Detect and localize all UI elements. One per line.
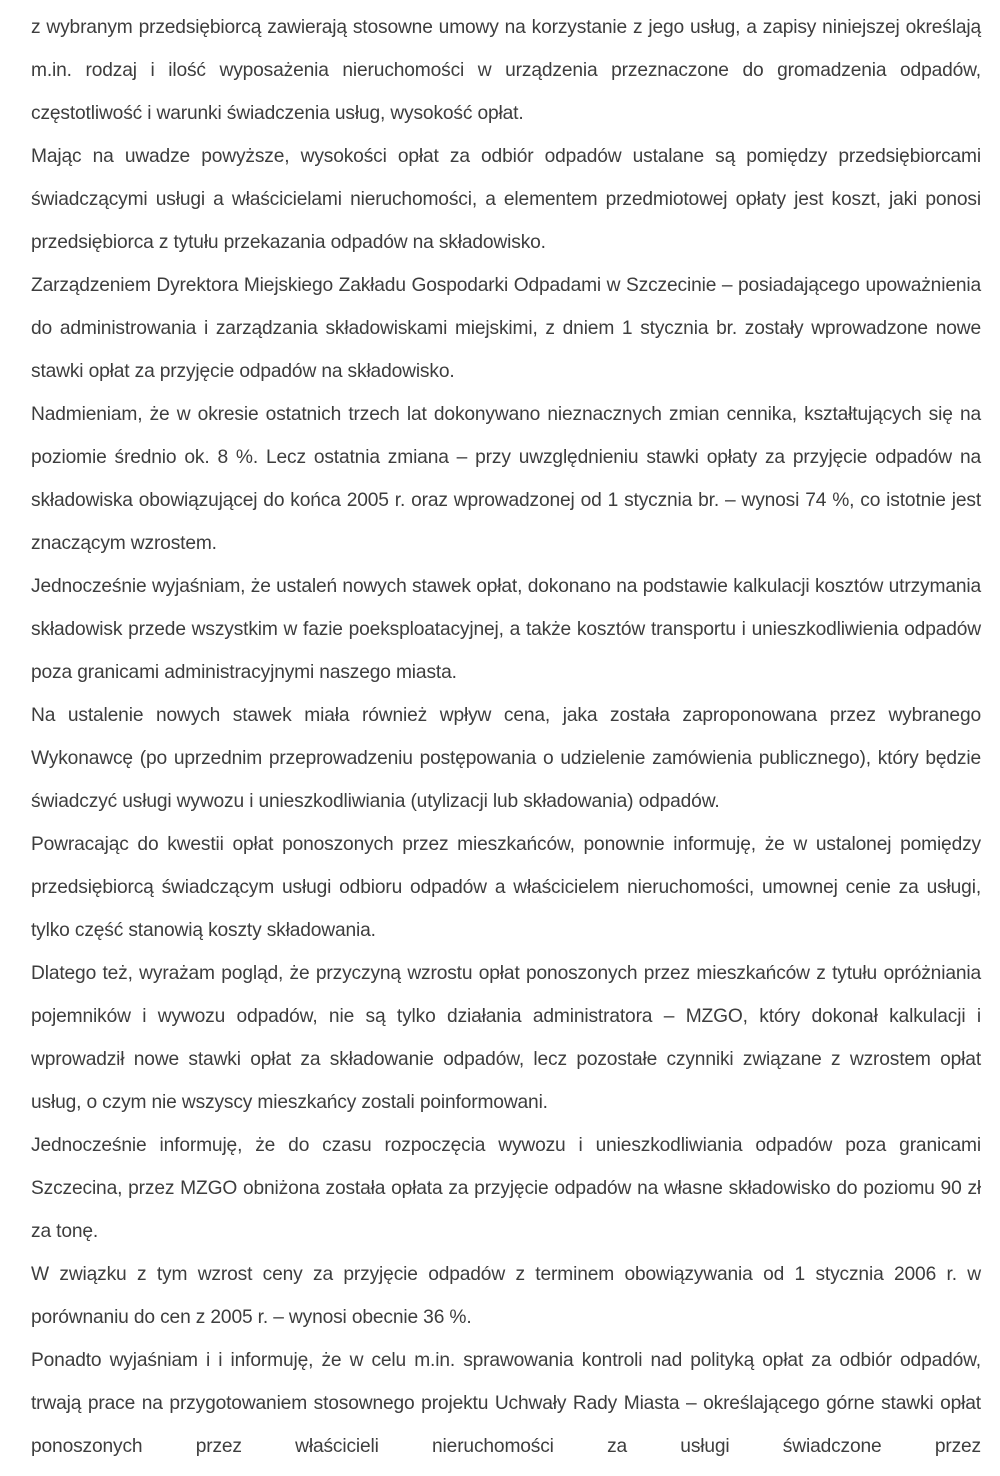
paragraph-director-order: Zarządzeniem Dyrektora Miejskiego Zakładu Gospodarki Odpadami w Szczecinie – posiadającego upoważnienia do administrowania i zarządzania składowiskami miejskimi, z dniem 1 stycznia br. zostały wprowadzone nowe stawki opłat za przyjęcie odpadów na składowisko.	[31, 275, 981, 382]
paragraph-contractor-price: Na ustalenie nowych stawek miała również wpływ cena, jaka została zaproponowana przez wybranego Wykonawcę (po uprzednim przeprowadzeniu postępowania o udzielenie zamówienia publicznego), który będzie świadczyć usługi wywozu i unieszkodliwiania (utylizacji lub składowania) odpadów.	[31, 705, 981, 812]
paragraph-cost-calculation: Jednocześnie wyjaśniam, że ustaleń nowych stawek opłat, dokonano na podstawie kalkulacji kosztów utrzymania składowisk przede wszystkim w fazie poeksploatacyjnej, a także kosztów transportu i unieszkodliwienia odpadów poza granicami administracyjnymi naszego miasta.	[31, 576, 981, 683]
document-page	[31, 6, 981, 1468]
paragraph-reasons-increase: Dlatego też, wyrażam pogląd, że przyczyną wzrostu opłat ponoszonych przez mieszkańców z tytułu opróżniania pojemników i wywozu odpadów, nie są tylko działania administratora – MZGO, który dokonał kalkulacji i wprowadził nowe stawki opłat za składowanie odpadów, lecz pozostałe czynniki związane z wzrostem opłat usług, o czym nie wszyscy mieszkańcy zostali poinformowani.	[31, 963, 981, 1113]
paragraph-reduced-fee: Jednocześnie informuję, że do czasu rozpoczęcia wywozu i unieszkodliwiania odpadów poza granicami Szczecina, przez MZGO obniżona została opłata za przyjęcie odpadów na własne składowisko do poziomu 90 zł za tonę.	[31, 1135, 981, 1242]
paragraph-resident-fees: Powracając do kwestii opłat ponoszonych przez mieszkańców, ponownie informuję, że w ustalonej pomiędzy przedsiębiorcą świadczącym usługi odbioru odpadów a właścicielem nieruchomości, umownej cenie za usługi, tylko część stanowią koszty składowania.	[31, 834, 981, 941]
paragraph-fees-determination: Mając na uwadze powyższe, wysokości opłat za odbiór odpadów ustalane są pomiędzy przedsiębiorcami świadczącymi usługi a właścicielami nieruchomości, a elementem przedmiotowej opłaty jest koszt, jaki ponosi przedsiębiorca z tytułu przekazania odpadów na składowisko.	[31, 146, 981, 253]
paragraph-contracts: z wybranym przedsiębiorcą zawierają stosowne umowy na korzystanie z jego usług, a zapisy niniejszej określają m.in. rodzaj i ilość wyposażenia nieruchomości w urządzenia przeznaczone do gromadzenia odpadów, częstotliwość i warunki świadczenia usług, wysokość opłat.	[31, 17, 981, 124]
paragraph-price-increase: W związku z tym wzrost ceny za przyjęcie odpadów z terminem obowiązywania od 1 stycznia 2006 r. w porównaniu do cen z 2005 r. – wynosi obecnie 36 %.	[31, 1264, 981, 1328]
paragraph-city-resolution: Ponadto wyjaśniam i i informuję, że w celu m.in. sprawowania kontroli nad polityką opłat za odbiór odpadów, trwają prace na przygotowaniem stosownego projektu Uchwały Rady Miasta – określającego górne stawki opłat ponoszonych przez właścicieli nieruchomości za usługi świadczone przez	[31, 1350, 981, 1457]
paragraph-price-changes: Nadmieniam, że w okresie ostatnich trzech lat dokonywano nieznacznych zmian cennika, kształtujących się na poziomie średnio ok. 8 %. Lecz ostatnia zmiana – przy uwzględnieniu stawki opłaty za przyjęcie odpadów na składowiska obowiązującej do końca 2005 r. oraz wprowadzonej od 1 stycznia br. – wynosi 74 %, co istotnie jest znaczącym wzrostem.	[31, 404, 981, 554]
